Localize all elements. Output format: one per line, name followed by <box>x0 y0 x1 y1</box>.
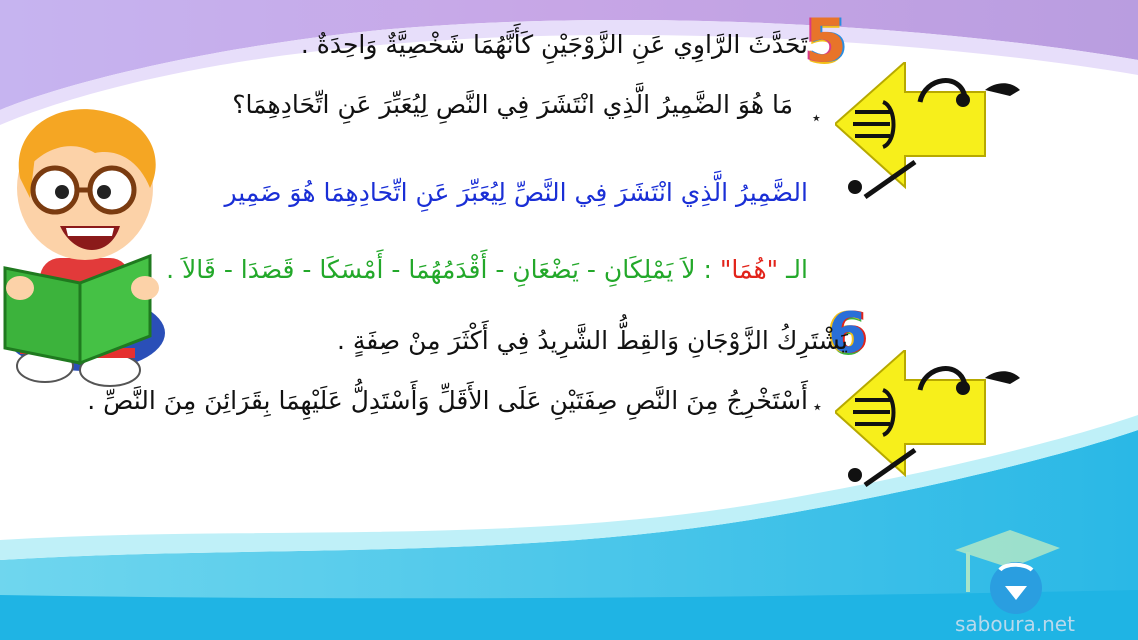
item-5-answer-line2 <box>166 255 808 284</box>
yellow-pencil-arrow-icon-2 <box>835 350 1035 490</box>
item-5-answer-line1: الضَّمِيرُ الَّذِي انْتَشَرَ فِي النَّصِّ لِيُعَبِّرَ عَنِ اتِّحَادِهِمَا هُوَ ضَمِير <box>224 178 808 207</box>
answer-prefix: الـ <box>786 255 808 284</box>
question-marker-6: ٭ <box>813 397 822 416</box>
item-6-statement: يَشْتَرِكُ الزَّوْجَانِ وَالقِطُّ الشَّرِيدُ فِي أَكْثَرَ مِنْ صِفَةٍ . <box>336 326 848 355</box>
item-6-number: 6 <box>828 301 867 366</box>
question-marker-5: ٭ <box>812 108 821 127</box>
item-5-question: مَا هُوَ الضَّمِيرُ الَّذِي انْتَشَرَ فِي النَّصِ لِيُعَبِّرَ عَنِ اتِّحَادِهِمَا؟ <box>232 90 793 119</box>
boy-reading-book-icon <box>0 108 170 408</box>
graduation-cap-logo-icon <box>950 528 1060 618</box>
watermark: saboura.net <box>955 612 1075 636</box>
answer-pronoun: "هُمَا" <box>719 255 779 284</box>
yellow-pencil-arrow-icon <box>835 62 1035 202</box>
answer-examples: : لاَ يَمْلِكَانِ - يَضْعَانِ - أَقْدَمُهُمَا - أَمْسَكَا - قَصَدَا - قَالاَ . <box>166 255 712 284</box>
item-5-statement: تَحَدَّثَ الرَّاوِي عَنِ الزَّوْجَيْنِ كَأَنَّهُمَا شَخْصِيَّةٌ وَاحِدَةٌ . <box>300 30 808 59</box>
item-6-question: أَسْتَخْرِجُ مِنَ النَّصِ صِفَتَيْنِ عَلَى الأَقَلِّ وَأَسْتَدِلُّ عَلَيْهِمَا بِقَرَائِنَ مِنَ النَّصِّ . <box>87 386 808 415</box>
item-5-number: 5 <box>805 6 847 76</box>
